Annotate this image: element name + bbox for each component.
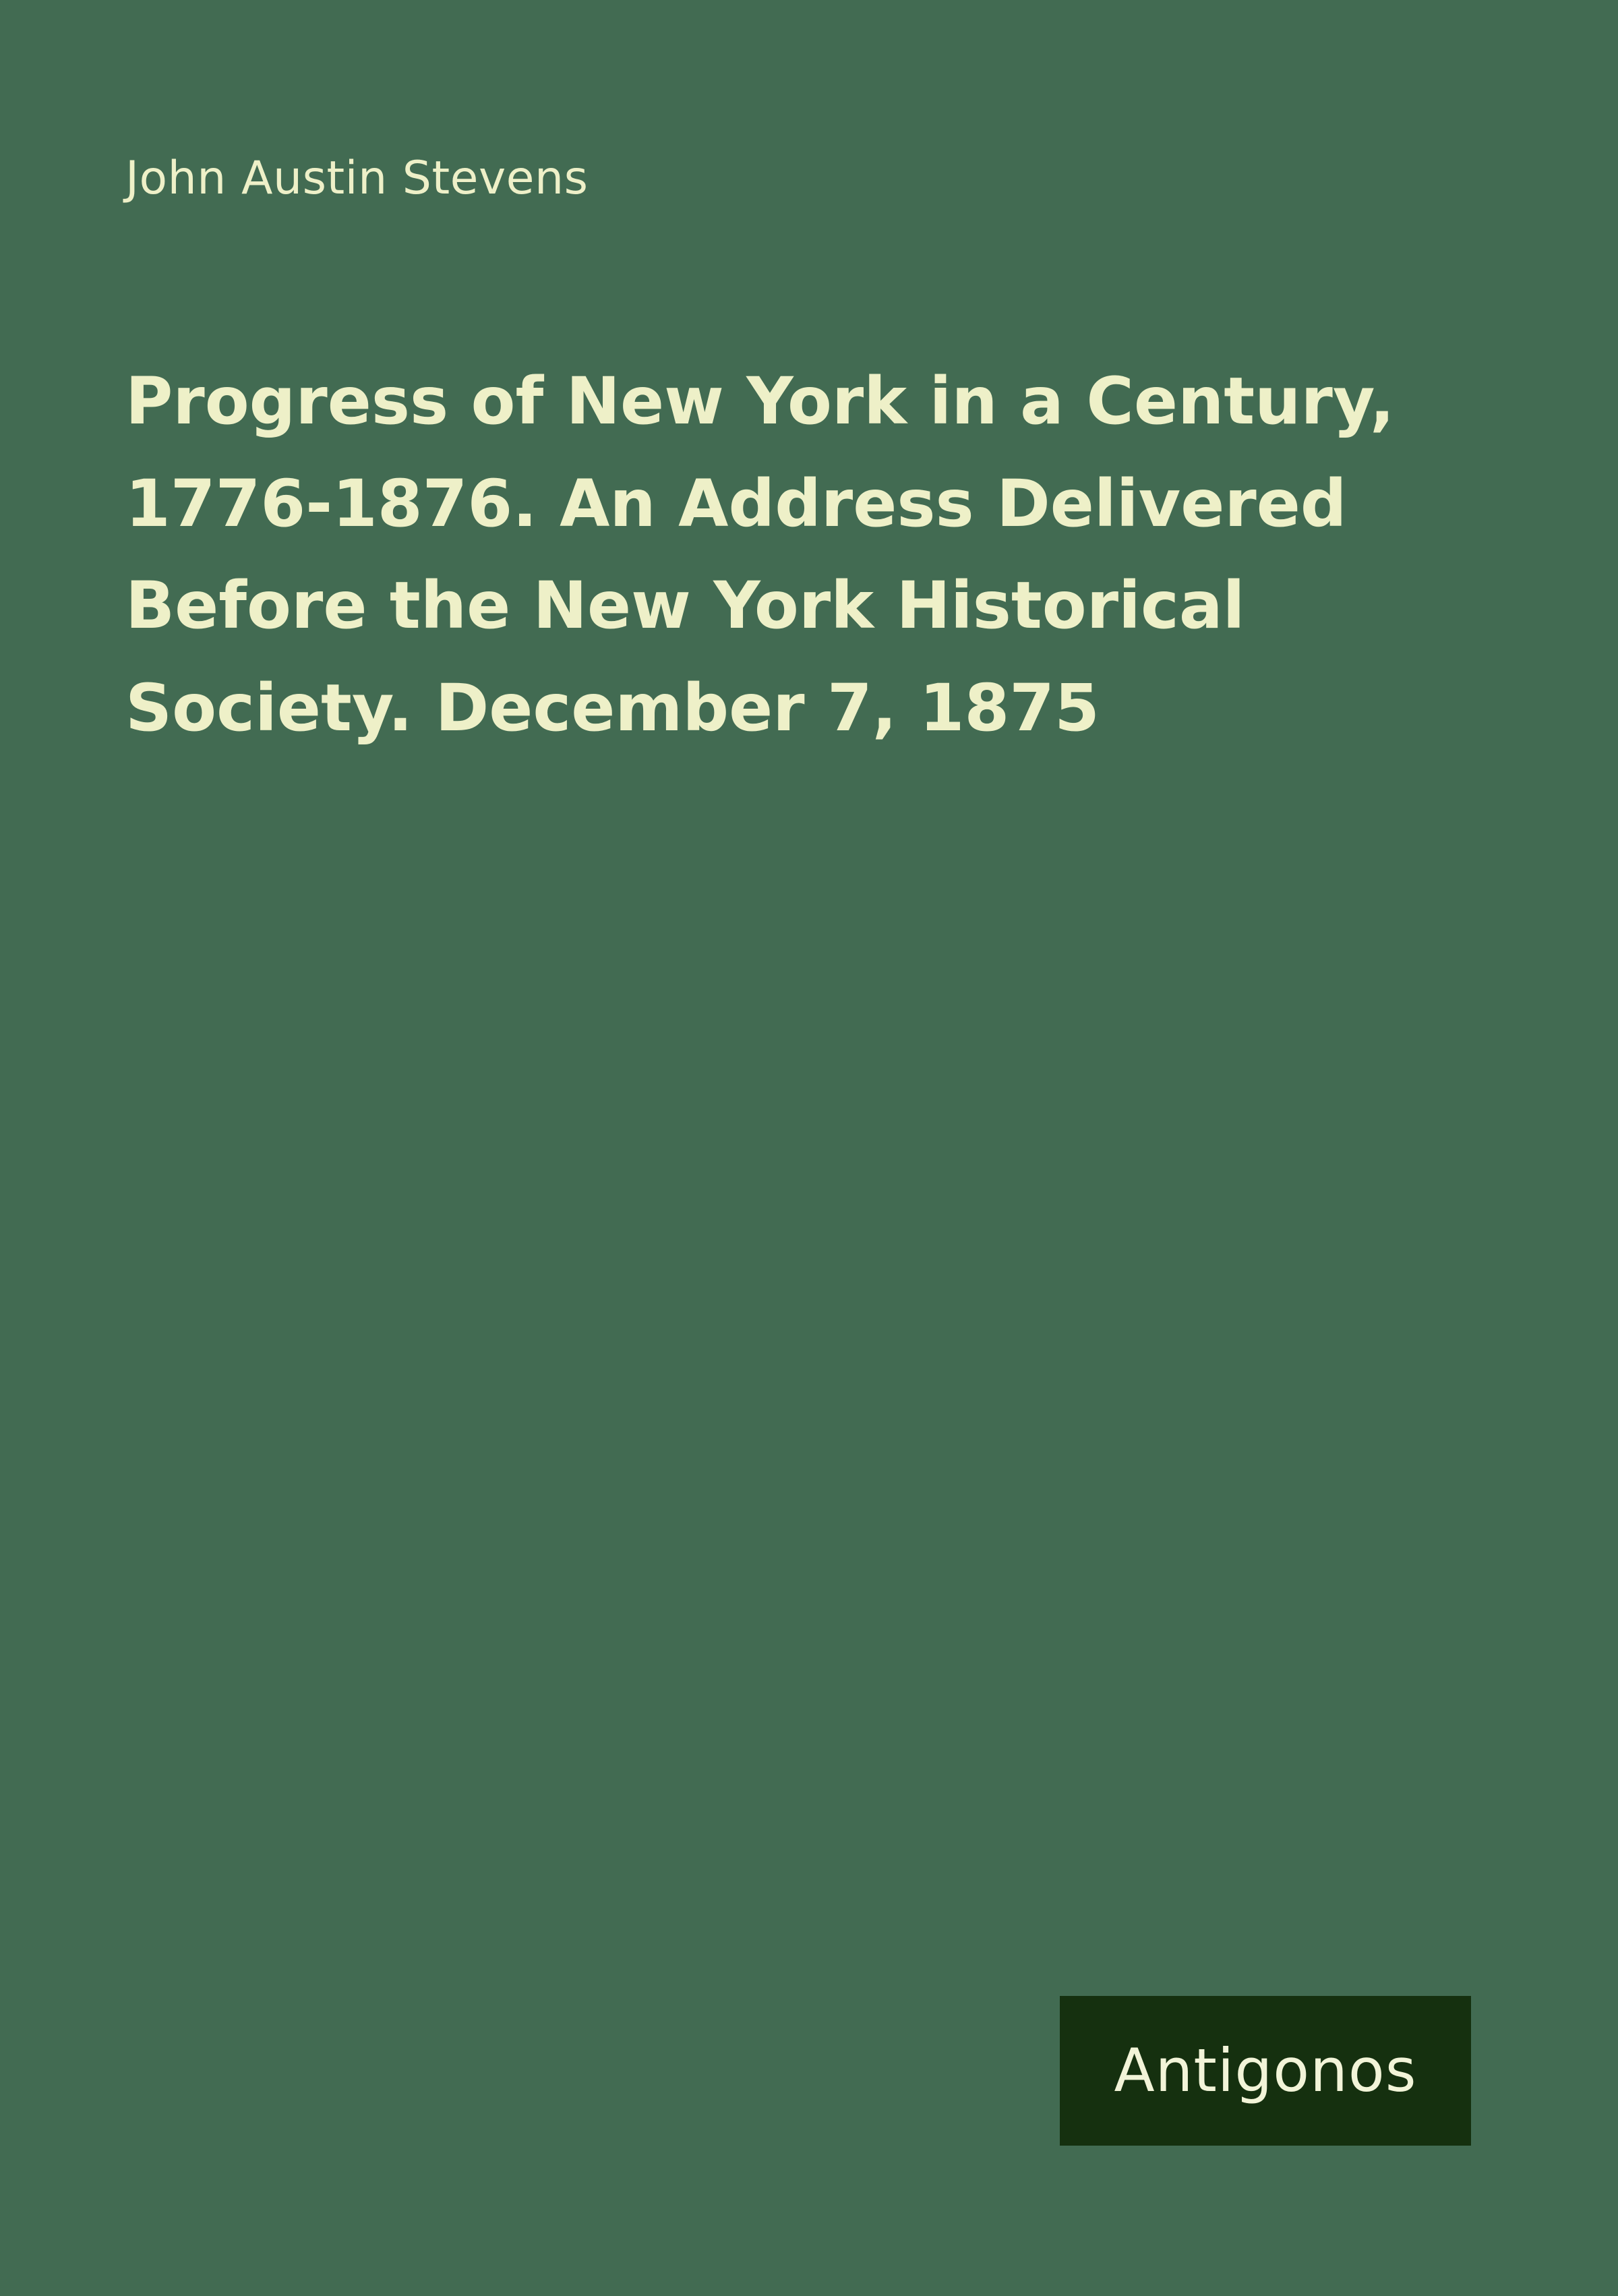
publisher-badge [1060,1996,1471,2146]
publisher-name: Antigonos [1114,2036,1417,2105]
book-title: Progress of New York in a Century, 1776-1876. An Address Delivered Before the New York Historical Society. December 7, 1875 [125,363,1395,746]
author-name: John Austin Stevens [125,152,589,205]
